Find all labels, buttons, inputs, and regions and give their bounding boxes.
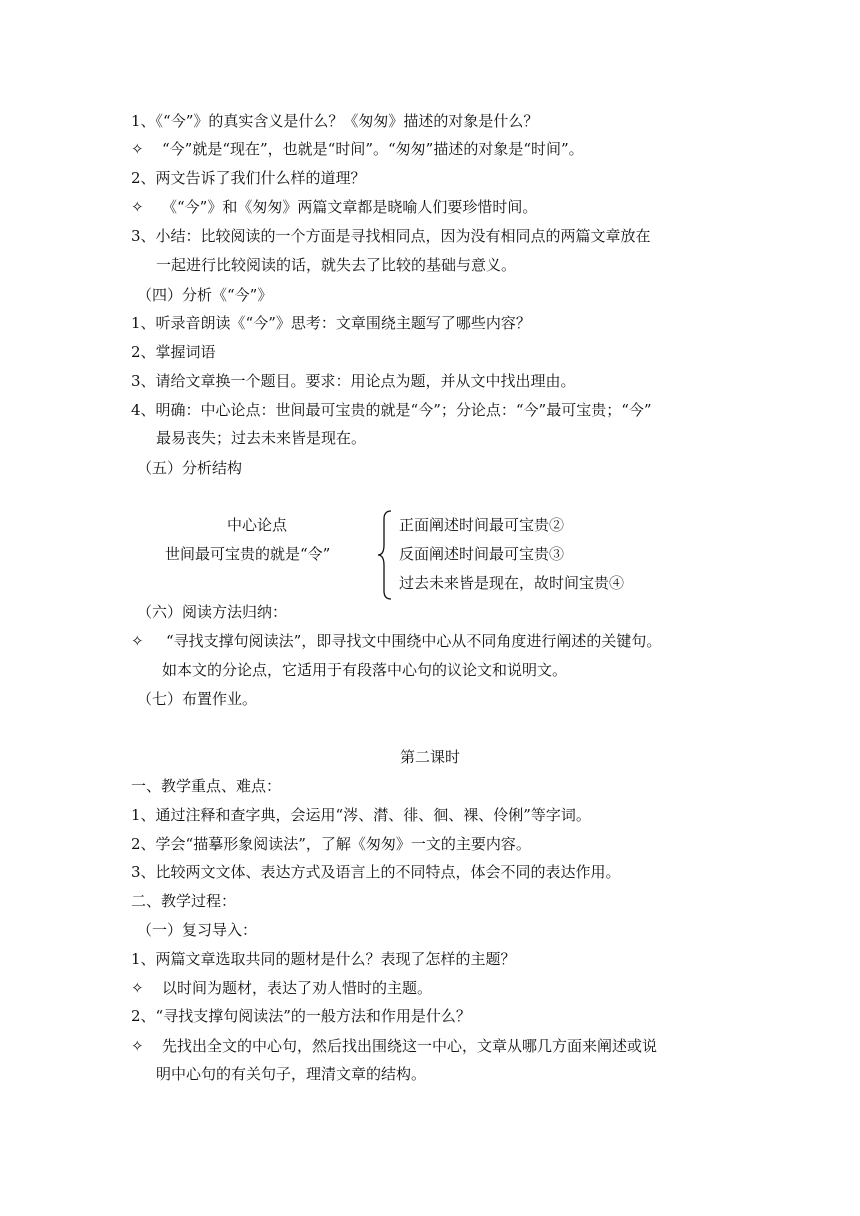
diagram-center-label: 中心论点 [227, 516, 288, 534]
review-answer-2-line-2: 明中心句的有关句子，理清文章的结构。 [156, 1065, 427, 1083]
question-2: 2、两文告诉了我们什么样的道理？ [131, 169, 366, 187]
section-6-heading: （六）阅读方法归纳： [137, 603, 288, 621]
section-4-heading: （四）分析《“今”》 [137, 286, 273, 304]
section-4-item-2: 2、掌握词语 [131, 343, 216, 361]
diamond-bullet-icon: ✧ [131, 140, 144, 158]
section-7-heading: （七）布置作业。 [137, 690, 258, 708]
review-answer-1: 以时间为题材，表达了劝人惜时的主题。 [162, 979, 433, 997]
section-4-item-3: 3、请给文章换一个题目。要求：用论点为题，并从文中找出理由。 [131, 372, 576, 390]
part-2-heading: 二、教学过程： [131, 892, 237, 910]
diagram-branch-1: 正面阐述时间最可宝贵② [399, 516, 565, 534]
review-question-2: 2、“寻找支撑句阅读法”的一般方法和作用是什么？ [131, 1007, 471, 1025]
diagram-center-text: 世间最可宝贵的就是“令” [165, 545, 331, 563]
section-4-item-1: 1、听录音朗读《“今”》思考：文章围绕主题写了哪些内容？ [131, 314, 531, 332]
question-1: 1、《“今”》的真实含义是什么？《匆匆》描述的对象是什么？ [131, 112, 539, 130]
section-5-heading: （五）分析结构 [137, 459, 243, 477]
section-4-item-4-line-1: 4、明确：中心论点：世间最可宝贵的就是“今”；分论点：“今”最可宝贵；“今” [131, 401, 652, 419]
answer-1: “今”就是“现在”，也就是“时间”。“匆匆”描述的对象是“时间”。 [162, 140, 584, 158]
diamond-bullet-icon: ✧ [131, 1037, 144, 1055]
diagram-branch-2: 反面阐述时间最可宝贵③ [399, 545, 565, 563]
review-answer-2-line-1: 先找出全文的中心句，然后找出围绕这一中心，文章从哪几方面来阐述或说 [162, 1037, 658, 1055]
section-6-text-line-1: “寻找支撑句阅读法”，即寻找文中围绕中心从不同角度进行阐述的关键句。 [166, 632, 662, 650]
diamond-bullet-icon: ✧ [131, 632, 144, 650]
diamond-bullet-icon: ✧ [131, 979, 144, 997]
section-6-text-line-2: 如本文的分论点，它适用于有段落中心句的议论文和说明文。 [162, 661, 568, 679]
section-4-item-4-line-2: 最易丧失；过去未来皆是现在。 [156, 429, 367, 447]
review-question-1: 1、两篇文章选取共同的题材是什么？表现了怎样的主题？ [131, 950, 516, 968]
summary-line-1: 3、小结：比较阅读的一个方面是寻找相同点，因为没有相同点的两篇文章放在 [131, 227, 651, 245]
part-1-heading: 一、教学重点、难点： [131, 777, 282, 795]
part-1-item-1: 1、通过注释和查字典，会运用“涔、潸、徘、徊、裸、伶俐”等字词。 [131, 806, 591, 824]
lesson-2-title: 第二课时 [399, 748, 460, 766]
diamond-bullet-icon: ✧ [131, 198, 144, 216]
review-heading: （一）复习导入： [137, 921, 258, 939]
part-1-item-2: 2、学会“描摹形象阅读法”，了解《匆匆》一文的主要内容。 [131, 835, 531, 853]
answer-2: 《“今”》和《匆匆》两篇文章都是晓喻人们要珍惜时间。 [162, 198, 538, 216]
part-1-item-3: 3、比较两文文体、表达方式及语言上的不同特点，体会不同的表达作用。 [131, 863, 621, 881]
brace-icon [376, 509, 396, 601]
summary-line-2: 一起进行比较阅读的话，就失去了比较的基础与意义。 [156, 256, 517, 274]
diagram-branch-3: 过去未来皆是现在，故时间宝贵④ [399, 574, 625, 592]
